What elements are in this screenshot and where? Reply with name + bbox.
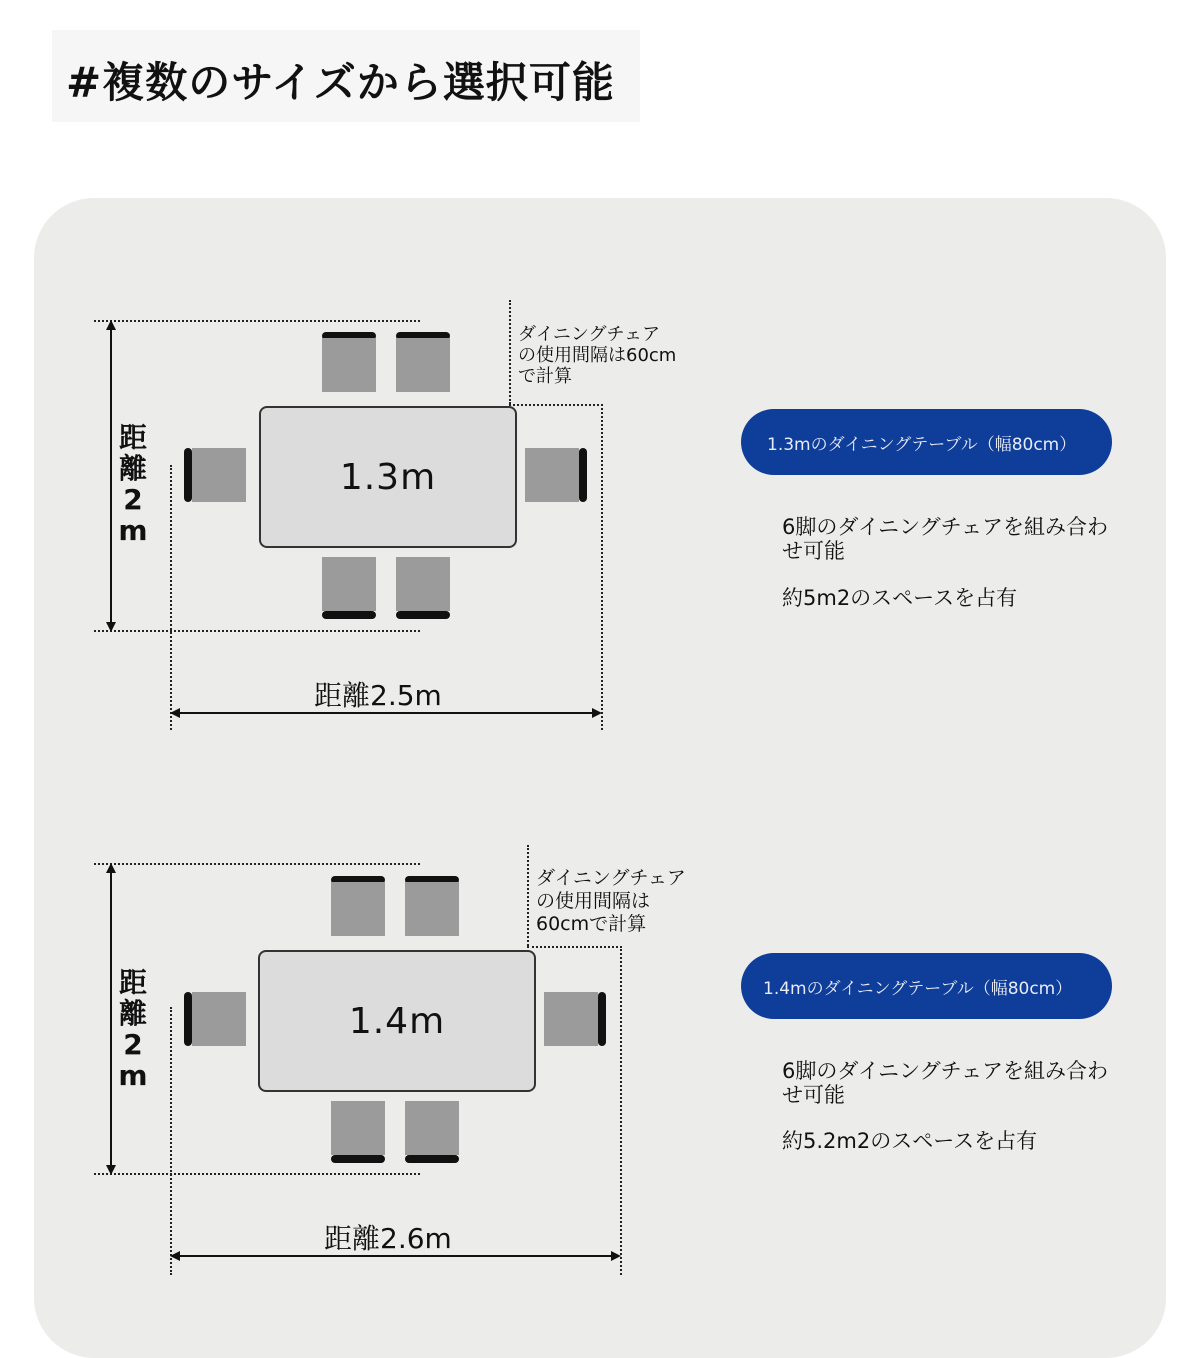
chair-back — [396, 611, 450, 619]
bottom-guide-line — [94, 630, 420, 632]
space-usage-text: 約5m2のスペースを占有 — [782, 586, 1018, 610]
chair-seat — [405, 882, 459, 936]
chair-back — [322, 611, 376, 619]
left-guide-line — [170, 1007, 172, 1275]
clearance-guide-line — [527, 946, 622, 948]
note-guide-line — [527, 845, 529, 946]
table-size-label: 1.3m — [339, 456, 437, 498]
chair-back — [184, 448, 192, 502]
table-size-pill: 1.3mのダイニングテーブル（幅80cm） — [741, 409, 1112, 475]
dining-table — [259, 406, 517, 548]
vertical-distance-label: 距 離 2 m — [118, 421, 148, 547]
layout-section-2 — [0, 845, 1200, 1285]
dining-table — [258, 950, 536, 1092]
layout-section-1 — [0, 300, 1200, 740]
left-guide-line — [170, 465, 172, 730]
space-usage-text: 約5.2m2のスペースを占有 — [782, 1129, 1038, 1153]
chair-seat — [544, 992, 598, 1046]
top-guide-line — [94, 320, 420, 322]
chair-seat — [396, 557, 450, 611]
arrow-left-icon — [170, 708, 180, 718]
arrow-up-icon — [106, 863, 116, 873]
chair-capacity-text: 6脚のダイニングチェアを組み合わせ可能 — [782, 515, 1109, 563]
chair-back — [331, 1155, 385, 1163]
chair-seat — [405, 1101, 459, 1155]
table-size-label: 1.4m — [348, 1000, 446, 1042]
chair-seat — [192, 448, 246, 502]
chair-seat — [331, 1101, 385, 1155]
arrow-right-icon — [611, 1251, 621, 1261]
top-guide-line — [94, 863, 420, 865]
horizontal-distance-label: 距離2.6m — [324, 1222, 452, 1255]
clearance-note: ダイニングチェアの使用間隔は60cmで計算 — [536, 867, 686, 935]
table-size-pill: 1.4mのダイニングテーブル（幅80cm） — [741, 953, 1112, 1019]
vertical-dimension-line — [110, 324, 112, 628]
arrow-right-icon — [592, 708, 602, 718]
right-guide-line — [620, 946, 622, 1275]
chair-seat — [396, 338, 450, 392]
chair-seat — [192, 992, 246, 1046]
chair-back — [405, 1155, 459, 1163]
arrow-up-icon — [106, 320, 116, 330]
page-title: #複数のサイズから選択可能 — [66, 58, 615, 107]
vertical-dimension-line — [110, 867, 112, 1171]
chair-capacity-text: 6脚のダイニングチェアを組み合わせ可能 — [782, 1059, 1109, 1107]
chair-back — [598, 992, 606, 1046]
clearance-note: ダイニングチェアの使用間隔は60cmで計算 — [518, 324, 677, 387]
bottom-guide-line — [94, 1173, 420, 1175]
arrow-left-icon — [170, 1251, 180, 1261]
note-guide-line — [509, 300, 511, 404]
horizontal-distance-label: 距離2.5m — [314, 679, 442, 712]
clearance-guide-line — [509, 404, 603, 406]
right-guide-line — [601, 404, 603, 730]
arrow-down-icon — [106, 1165, 116, 1175]
vertical-distance-label: 距 離 2 m — [118, 966, 148, 1092]
chair-back — [184, 992, 192, 1046]
chair-back — [579, 448, 587, 502]
arrow-down-icon — [106, 622, 116, 632]
chair-seat — [322, 557, 376, 611]
chair-seat — [322, 338, 376, 392]
chair-seat — [525, 448, 579, 502]
chair-seat — [331, 882, 385, 936]
